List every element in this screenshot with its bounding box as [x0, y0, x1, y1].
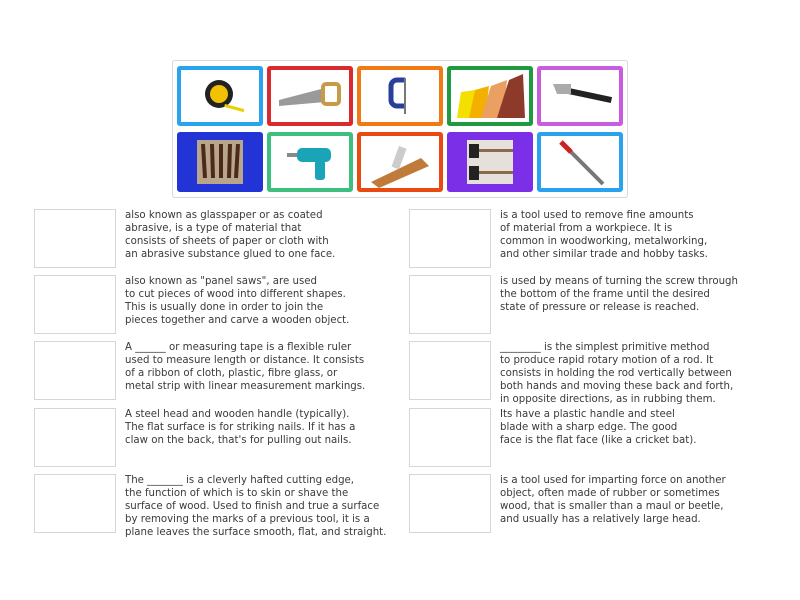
drop-target-box[interactable]: [34, 408, 116, 467]
description-text: also known as "panel saws", are used to cut pieces of wood into different shapes. This is usually done in order to join the pieces together and carve a wooden object.: [125, 276, 350, 326]
hand-saw-icon: [271, 70, 349, 122]
draggable-image-tile[interactable]: [447, 66, 533, 126]
drop-target-box[interactable]: [409, 341, 491, 400]
draggable-image-tile[interactable]: [177, 132, 263, 192]
description-text: is a tool used to remove fine amounts of material from a workpiece. It is common in woodworking, metalworking, and other similar trade and hobby tasks.: [500, 210, 708, 260]
c-clamp-icon: [361, 70, 439, 122]
drop-target-box[interactable]: [34, 209, 116, 268]
description-text: A steel head and wooden handle (typically). The flat surface is for striking nails. If it has a claw on the back, that's for pulling out nails.: [125, 409, 356, 446]
description-text: A ______ or measuring tape is a flexible ruler used to measure length or distance. It consists of a ribbon of cloth, plastic, fibre glass, or metal strip with linear measurement markings.: [125, 342, 366, 392]
drop-target-box[interactable]: [34, 341, 116, 400]
claw-hammer-icon: [541, 70, 619, 122]
drop-target-box[interactable]: [34, 474, 116, 533]
description-text: The _______ is a cleverly hafted cutting edge, the function of which is to skin or shave the surface of wood. Used to finish and true a surface by removing the marks of a previous tool, it is a plane leaves the surface smooth, flat, and straight.: [125, 475, 387, 538]
hand-drill-icon: [271, 136, 349, 188]
file-rasp-icon: [541, 136, 619, 188]
draggable-image-tile[interactable]: [177, 66, 263, 126]
draggable-image-tile[interactable]: [537, 66, 623, 126]
draggable-image-tile[interactable]: [447, 132, 533, 192]
draggable-image-tile[interactable]: [267, 132, 353, 192]
wood-plane-icon: [361, 136, 439, 188]
drop-target-box[interactable]: [34, 275, 116, 334]
drop-target-box[interactable]: [409, 275, 491, 334]
description-text: is a tool used for imparting force on another object, often made of rubber or sometimes wood, that is smaller than a maul or beetle, and usually has a relatively large head.: [500, 475, 726, 525]
image-tiles-panel: [172, 60, 628, 198]
draggable-image-tile[interactable]: [357, 132, 443, 192]
description-text: is used by means of turning the screw through the bottom of the frame until the desired state of pressure or release is reached.: [500, 276, 738, 313]
mallets-icon: [451, 136, 529, 188]
description-text: also known as glasspaper or as coated abrasive, is a type of material that consists of sheets of paper or cloth with an abrasive substance glued to one face.: [125, 210, 336, 260]
drop-target-box[interactable]: [409, 408, 491, 467]
tape-measure-icon: [181, 70, 259, 122]
drop-target-box[interactable]: [409, 474, 491, 533]
sandpaper-icon: [451, 70, 529, 122]
draggable-image-tile[interactable]: [357, 66, 443, 126]
draggable-image-tile[interactable]: [537, 132, 623, 192]
drop-target-box[interactable]: [409, 209, 491, 268]
chisels-icon: [181, 136, 259, 188]
draggable-image-tile[interactable]: [267, 66, 353, 126]
description-text: ________ is the simplest primitive method to produce rapid rotary motion of a rod. It consists in holding the rod vertically between both hands and moving these back and forth, in opposite directions, as in rubbing them.: [500, 342, 734, 405]
description-text: Its have a plastic handle and steel blade with a sharp edge. The good face is the flat face (like a cricket bat).: [500, 409, 697, 446]
